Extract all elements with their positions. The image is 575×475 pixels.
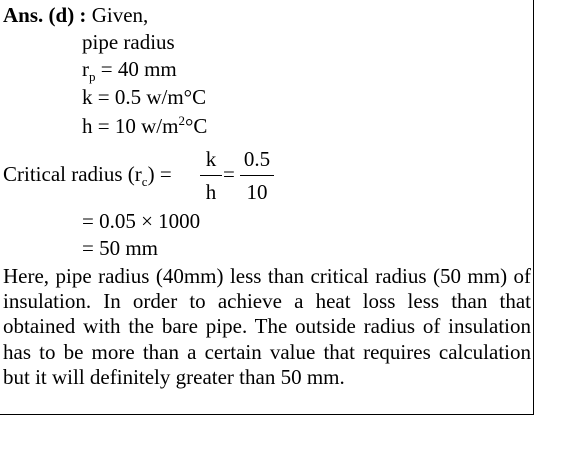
fraction-h-denominator: h	[205, 180, 217, 204]
h-superscript: 2	[178, 113, 185, 128]
given-pipe-radius-label: pipe radius	[82, 30, 175, 54]
fraction-05-over-10	[240, 147, 274, 204]
critical-subscript: c	[141, 174, 148, 189]
equals-sign: =	[223, 162, 235, 186]
fraction-10-denominator: 10	[246, 180, 268, 204]
fraction-k-bar	[200, 175, 222, 176]
rp-symbol: r	[82, 57, 89, 81]
given-heat-transfer-coeff	[82, 114, 207, 138]
given-label: Given,	[91, 3, 149, 27]
fraction-k-over-h	[200, 147, 222, 204]
calc-step-1: = 0.05 × 1000	[82, 209, 201, 233]
given-pipe-radius-value	[82, 57, 177, 84]
fraction-05-numerator: 0.5	[243, 147, 271, 171]
given-conductivity: k = 0.5 w/m°C	[82, 85, 207, 109]
rp-value: = 40 mm	[100, 57, 177, 81]
h-suffix: °C	[184, 114, 208, 138]
answer-label: Ans. (d) :	[3, 3, 87, 27]
h-prefix: h = 10 w/m	[82, 114, 179, 138]
critical-radius-label	[3, 162, 172, 189]
rp-subscript: p	[89, 69, 96, 84]
critical-suffix: ) =	[147, 162, 172, 186]
answer-header	[3, 3, 148, 27]
fraction-k-numerator: k	[205, 147, 217, 171]
critical-prefix: Critical radius (r	[3, 162, 142, 186]
calc-step-2: = 50 mm	[82, 236, 159, 260]
fraction-05-bar	[240, 175, 274, 176]
explanation-paragraph: Here, pipe radius (40mm) less than critical radius (50 mm) of insulation. In order to achieve a heat loss less than that obtained with the bare pipe. The outside radius of insulation has to be more than a certain value that requires calculation but it will definitely greater than 50 mm.	[3, 264, 531, 389]
